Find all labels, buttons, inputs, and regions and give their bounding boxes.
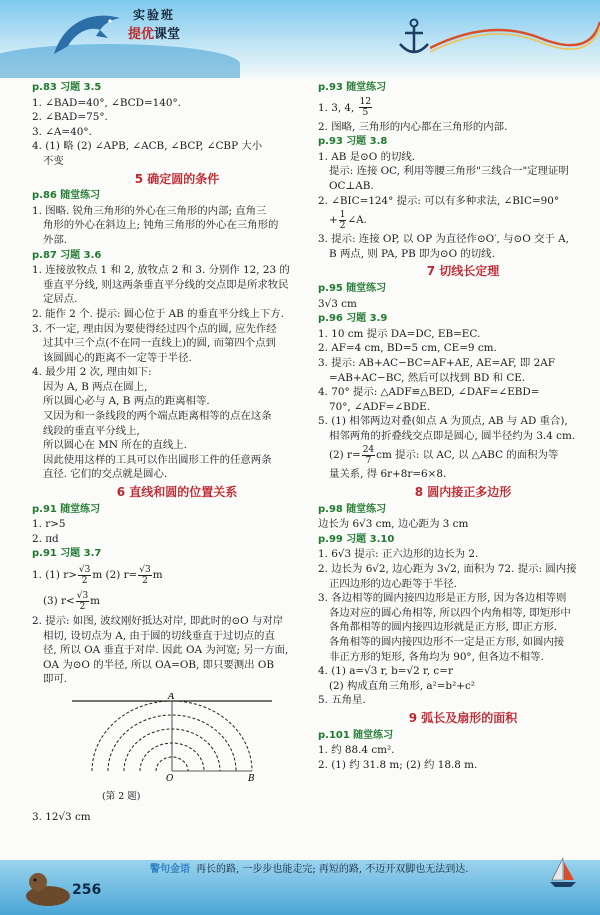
answer-line: 4. (1) a=√3 r, b=√2 r, c=r	[318, 665, 453, 678]
heading-p91b	[32, 546, 322, 562]
exercise-title: 习题 3.8	[346, 136, 388, 148]
answer-line: 5. (1) 相邻两边对叠(如点 A 为顶点, AB 与 AD 重合),	[318, 415, 568, 428]
left-column	[32, 80, 322, 825]
page-number: 256	[72, 882, 102, 898]
exercise-title: 习题 3.5	[60, 82, 102, 93]
answer-text: ∠A.	[347, 214, 367, 227]
page-ref: p.87	[32, 249, 57, 261]
answer-line: OC⊥AB.	[329, 179, 374, 192]
answer-text: +	[329, 214, 338, 227]
answer-line: 4. 最少用 2 次, 理由如下:	[32, 366, 152, 379]
answer-line: 3. 提示: 连接 OP, 以 OP 为直径作⊙O′, 与⊙O 交于 A,	[318, 233, 569, 246]
fraction	[138, 565, 151, 586]
answer-line: 定居点.	[43, 293, 78, 306]
answer-line: 4. (1) 略 (2) ∠APB, ∠ACB, ∠BCP, ∠CBP 大小	[32, 140, 263, 153]
label-b: B	[248, 773, 255, 784]
denominator: 7	[365, 455, 372, 466]
page-ref: p.91	[32, 503, 57, 515]
answer-line: 1. 图略. 锐角三角形的外心在三角形的内部; 直角三	[32, 204, 267, 217]
answer-line: 所以圆心必与 A, B 两点的距离相等.	[43, 395, 210, 408]
answer-line: 各角都相等的圆内接四边形就是正方形, 即正方形.	[329, 621, 558, 634]
answer-line: 1. r>5	[32, 518, 66, 531]
page-ref: p.86	[32, 190, 57, 202]
answer-line: 2. 边长为 6√2, 边心距为 3√2, 面积为 72. 提示: 圆内接	[318, 563, 577, 576]
page-ref: p.98	[318, 503, 343, 515]
footer-quote	[150, 860, 468, 875]
exercise-title: 随堂练习	[346, 503, 387, 515]
answer-line: 因为 A, B 两点在圆上,	[43, 380, 148, 393]
page-ref: p.93	[318, 136, 343, 148]
answer-line: =AB+AC−BC, 然后可以找到 BD 和 CE.	[329, 371, 526, 384]
fraction	[78, 565, 91, 586]
answer-line: 2. (1) 约 31.8 m; (2) 约 18.8 m.	[318, 758, 478, 771]
brand-a: 提优	[128, 27, 155, 42]
ripple-figure	[72, 693, 272, 785]
fraction	[339, 210, 347, 231]
denominator: 2	[142, 575, 148, 586]
exercise-title: 随堂练习	[60, 503, 101, 515]
answer-text: 1. 3, 4,	[318, 101, 358, 114]
answer-line: 又因为和一条线段的两个端点距离相等的点在这条	[43, 410, 272, 423]
answer-line: 3. ∠A=40°.	[32, 125, 92, 138]
answer-line: 径, 所以 OA 垂直于对岸. 因此 OA 为河宽; 另一方面,	[43, 644, 289, 657]
brand-b: 课堂	[154, 27, 181, 42]
answer-line: 2. 能作 2 个. 提示: 圆心位于 AB 的垂直平分线上下方.	[32, 307, 284, 320]
numerator: √3	[139, 564, 151, 575]
seal-icon	[22, 862, 74, 908]
answer-line: 1. 10 cm 提示 DA=DC, EB=EC.	[318, 327, 481, 340]
numerator: √3	[76, 590, 89, 601]
answer-line: 该圆圆心的距离不一定等于半径.	[43, 351, 192, 364]
label-a: A	[168, 692, 175, 702]
sailboat-icon	[548, 856, 578, 890]
answer-line: 2. 图略, 三角形的内心都在三角形的内部.	[318, 120, 508, 133]
answer-line: (2) 构成直角三角形, a²=b²+c²	[329, 679, 475, 692]
answer-line	[32, 588, 322, 614]
answer-line	[32, 562, 322, 588]
answer-line: 1. 6√3 提示: 正六边形的边长为 2.	[318, 548, 479, 561]
answer-line: 70°, ∠ADF=∠BDE.	[329, 400, 431, 413]
answer-line: 2. ∠BAD=75°.	[32, 111, 108, 124]
answer-line: 量关系, 得 6r+8r=6×8.	[329, 468, 447, 481]
answer-line: 2. ∠BIC=124° 提示: 可以有多种求法, ∠BIC=90°	[318, 194, 560, 207]
right-column	[318, 80, 600, 772]
answer-line: 3. 12√3 cm	[32, 811, 91, 824]
answer-text: cm 提示: 以 AC, 以 △ABC 的面积为等	[376, 449, 559, 462]
heading-p101	[318, 728, 600, 744]
answer-line: 非正方形的矩形, 各角均为 90°, 但各边不相等.	[329, 650, 544, 663]
answer-line	[318, 96, 600, 120]
answer-text: (3) r<	[43, 595, 75, 607]
heading-p86	[32, 188, 322, 204]
heading-p91a	[32, 502, 322, 518]
answer-text: 1. (1) r>	[32, 569, 77, 581]
denominator: 2	[79, 601, 86, 612]
answer-line: 即可.	[43, 673, 68, 686]
heading-p87	[32, 248, 322, 264]
answer-line: 过其中三个点(不在同一直线上)的圆, 而第四个点到	[43, 337, 276, 350]
heading-p93b	[318, 134, 600, 150]
heading-p96	[318, 311, 600, 327]
answer-line: 不变	[43, 154, 64, 167]
heading-p95	[318, 281, 600, 297]
denominator: 2	[339, 220, 346, 231]
exercise-title: 随堂练习	[60, 190, 101, 202]
answer-line: 1. ∠BAD=40°, ∠BCD=140°.	[32, 96, 181, 109]
answer-line	[318, 208, 600, 232]
exercise-title: 随堂练习	[353, 729, 394, 741]
answer-line: 2. AF=4 cm, BD=5 cm, CE=9 cm.	[318, 342, 497, 355]
page-ref: p.101	[318, 729, 350, 741]
exercise-title: 习题 3.9	[346, 313, 388, 325]
answer-line: 1. 约 88.4 cm².	[318, 744, 395, 757]
section-title: 8 圆内接正多边形	[414, 485, 512, 500]
section-title: 6 直线和圆的位置关系	[116, 485, 238, 500]
brand-logo	[128, 6, 180, 42]
page-ref: p.91	[32, 548, 57, 560]
answer-line: 所以圆心在 MN 所在的直线上.	[43, 439, 187, 452]
answer-line: 1. 连接放牧点 1 和 2, 放牧点 2 和 3. 分别作 12, 23 的	[32, 264, 290, 277]
answer-line: 因此使用这样的工具可以作出圆形工件的任意两条	[43, 453, 272, 466]
page-ref: p.95	[318, 282, 343, 294]
series-label: 实验班	[133, 8, 176, 22]
answer-line: 3. 提示: AB+AC−BC=AF+AE, AE=AF, 即 2AF	[318, 356, 555, 369]
exercise-title: 习题 3.6	[60, 249, 102, 261]
exercise-title: 习题 3.7	[60, 548, 102, 560]
answer-line: 边长为 6√3 cm, 边心距为 3 cm	[318, 518, 469, 531]
page-ref: p.96	[318, 313, 343, 325]
answer-line: 相邻两角的折叠线交点即是圆心, 圆半径约为 3.4 cm.	[329, 429, 576, 442]
denominator: 5	[362, 108, 369, 119]
page-ref: p.83	[32, 82, 57, 93]
page-footer	[0, 842, 600, 915]
answer-line: B 两点, 则 PA, PB 即为⊙O 的切线.	[329, 247, 495, 260]
answer-line: 5. 五角星.	[318, 694, 366, 707]
answer-line: 垂直平分线, 则这两条垂直平分线的交点即是所求牧民	[43, 278, 289, 291]
denominator: 2	[81, 575, 88, 586]
exercise-title: 习题 3.10	[346, 533, 395, 545]
answer-line: 正四边形的边心距等于半径.	[329, 577, 457, 590]
rope-decoration	[430, 8, 600, 58]
answer-line: 各角相等的圆内接四边形不一定是正方形, 如圆内接	[329, 636, 565, 648]
fraction	[76, 591, 89, 612]
section-title: 9 弧长及扇形的面积	[408, 710, 518, 725]
answer-line: 2. 提示: 如图, 波纹刚好抵达对岸, 即此时的⊙O 与对岸	[32, 615, 284, 627]
answer-line: 外部.	[43, 233, 68, 246]
section-title: 5 确定圆的条件	[134, 171, 220, 186]
answer-line: 3. 各边相等的圆内接四边形是正方形, 因为各边相等则	[318, 592, 567, 605]
fraction	[362, 445, 375, 466]
label-o: O	[166, 773, 174, 784]
answer-line: 各边对应的圆心角相等, 所以四个内角相等, 即矩形中	[329, 606, 571, 619]
numerator: 12	[359, 97, 372, 108]
numerator: 1	[339, 209, 346, 220]
heading-p98	[318, 502, 600, 518]
answer-text: m	[152, 569, 163, 581]
heading-p83	[32, 80, 322, 96]
quote-text: 再长的路, 一步步也能走完; 再短的路, 不迈开双脚也无法到达.	[196, 864, 469, 875]
answer-line: 线段的垂直平分线上,	[43, 424, 140, 437]
answer-text: (2) r=	[329, 449, 361, 462]
quote-tag: 警句金语	[150, 864, 190, 875]
exercise-title: 随堂练习	[346, 282, 387, 294]
exercise-title: 随堂练习	[346, 82, 387, 93]
heading-p93a	[318, 80, 600, 96]
page-header	[0, 0, 600, 78]
figure-caption: (第 2 题)	[102, 790, 141, 802]
answer-line: 2. πd	[32, 532, 59, 545]
answer-line: 提示: 连接 OC, 利用等腰三角形"三线合一"定理证明	[329, 165, 569, 178]
anchor-icon	[396, 18, 432, 58]
answer-line	[318, 443, 600, 467]
answer-line: 4. 70° 提示: △ADF≌△BED, ∠DAF=∠EBD=	[318, 386, 540, 399]
answer-line: 直径. 它们的交点就是圆心.	[43, 468, 168, 481]
answer-line: 角形的外心在斜边上; 钝角三角形的外心在三角形的	[43, 219, 279, 232]
answer-line: 3√3 cm	[318, 297, 357, 310]
section-title: 7 切线长定理	[426, 264, 500, 279]
page-ref: p.99	[318, 533, 343, 545]
fraction	[359, 97, 372, 118]
answer-line: 3. 不一定, 理由因为要使得经过四个点的圆, 应先作经	[32, 322, 277, 335]
brand-title	[128, 23, 180, 42]
dolphin-icon	[48, 8, 128, 64]
numerator: √3	[78, 564, 91, 575]
answer-text: m (2) r=	[92, 569, 138, 581]
answer-line: 1. AB 是⊙O 的切线.	[318, 150, 416, 163]
heading-p99	[318, 532, 600, 548]
answer-line: OA 为⊙O 的半径, 所以 OA=OB, 即只要测出 OB	[43, 658, 275, 671]
numerator: 24	[362, 444, 375, 455]
page-ref: p.93	[318, 82, 343, 93]
answer-line: 相切, 设切点为 A, 由于圆的切线垂直于过切点的直	[43, 629, 275, 642]
answer-text: m	[90, 595, 101, 607]
